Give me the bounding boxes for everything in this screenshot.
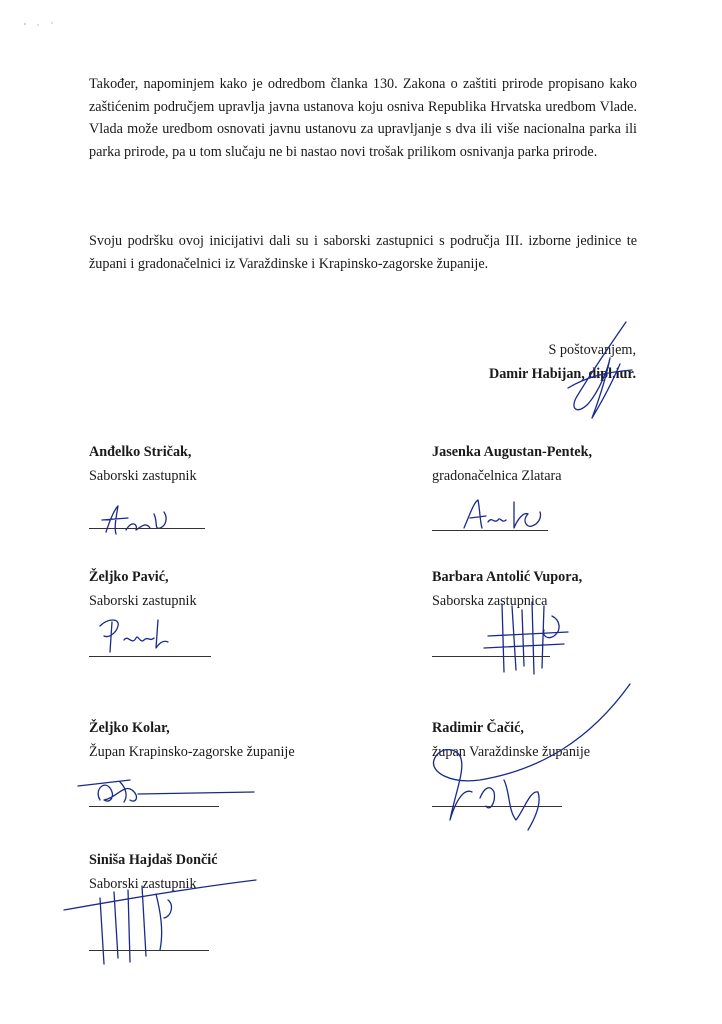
signatory-2 [432,440,592,488]
signatory-2-name: Jasenka Augustan-Pentek, [432,444,593,460]
signature-3 [94,612,184,658]
signature-line-5 [89,806,219,807]
paragraph-1: Također, napominjem kako je odredbom članka 130. Zakona o zaštiti prirode propisano kako zaštićenim područjem upravlja javna ustanova koju osniva Republika Hrvatska uredbom Vlade. Vlada može uredbom osnovati javnu ustanovu za upravljanje s dva ili više nacionalna parka ili parka prirode, pa u tom slučaju ne bi nastao novi trošak prilikom osnivanja parka prirode. [89,76,637,160]
signatory-4-name: Barbara Antolić Vupora, [432,569,583,585]
signatory-1 [89,440,197,488]
signatory-4-title: Saborska zastupnica [432,593,548,609]
signatory-6-title: župan Varaždinske županije [432,744,591,760]
signature-7 [60,860,260,970]
signatory-5 [89,716,295,764]
signature-line-6 [432,806,562,807]
signature-line-3 [89,656,211,657]
signature-line-1 [89,528,205,529]
signature-6 [420,680,640,840]
salutation: S poštovanjem, [548,342,636,358]
signature-2 [460,494,550,538]
signature-5 [70,770,260,810]
signatory-5-name: Željko Kolar, [89,720,170,736]
signatory-3-name: Željko Pavić, [89,569,169,585]
signatory-2-title: gradonačelnica Zlatara [432,468,562,484]
signature-line-2 [432,530,548,531]
scan-speck [22,20,62,28]
signature-line-4 [432,656,550,657]
signatory-7-title: Saborski zastupnik [89,876,197,892]
signatory-1-name: Anđelko Stričak, [89,444,192,460]
signature-1 [98,500,178,540]
signatory-7-name: Siniša Hajdaš Dončić [89,852,218,868]
signature-4 [478,596,578,676]
signatory-3-title: Saborski zastupnik [89,593,197,609]
signatory-6-name: Radimir Čačić, [432,720,524,736]
paragraph-2: Svoju podršku ovoj inicijativi dali su i saborski zastupnici s područja III. izborne jedinice te župani i gradonačelnici iz Varaždinske i Krapinsko-zagorske županije. [89,233,637,272]
signatory-1-title: Saborski zastupnik [89,468,197,484]
author-signature [548,318,638,430]
signatory-5-title: Župan Krapinsko-zagorske županije [89,744,295,760]
signatory-3 [89,565,197,613]
author-name: Damir Habijan, dipl.iur. [488,366,636,382]
signature-line-7 [89,950,209,951]
